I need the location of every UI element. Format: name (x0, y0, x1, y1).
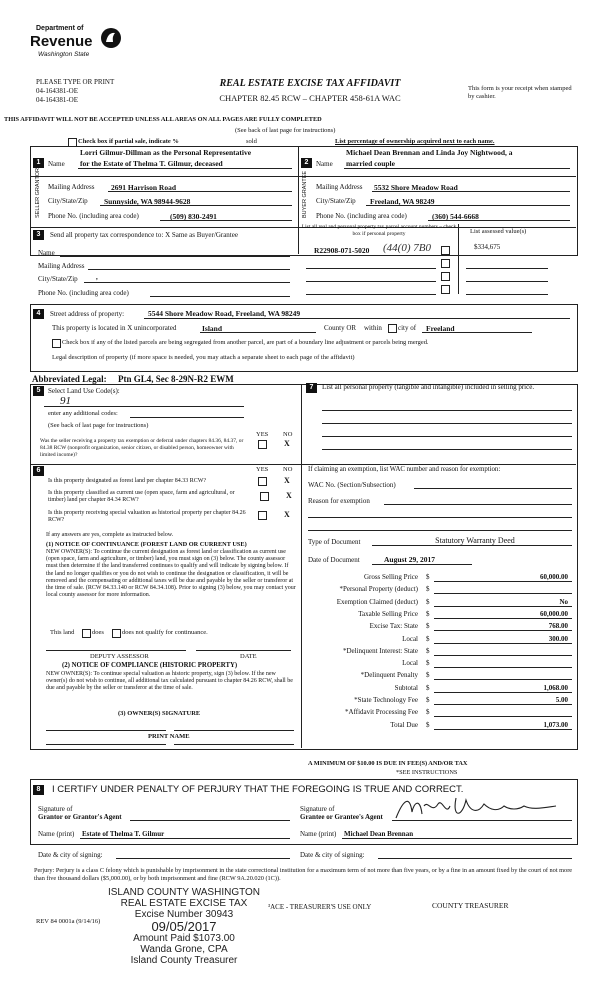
s5-yes-header: YES (256, 431, 269, 438)
grantee-sig-label-1: Signature of (300, 805, 335, 813)
deputy-date-label: DATE (240, 653, 257, 660)
legal-text: Legal description of property (if more space is needed, you may attach a separate sheet to each page of the affidavit) (52, 354, 355, 361)
tax-row-currency: $ (426, 597, 430, 606)
form-code-1: 04-164381-OE (36, 87, 78, 95)
tax-row-currency: $ (426, 696, 430, 704)
tax-row-currency: $ (426, 683, 430, 692)
current-use-no-answer[interactable]: X (286, 491, 292, 500)
s5-see-back: (See back of last page for instructions) (48, 422, 149, 429)
grantor-date-city: Date & city of signing: (38, 851, 103, 859)
parcel-handwritten: (44(0) 7B0 (383, 242, 431, 254)
section-2-badge: 2 (301, 158, 312, 168)
additional-codes: enter any additional codes: (48, 410, 118, 417)
s3-phone-label: Phone No. (including area code) (38, 289, 129, 297)
notice-compliance-body: NEW OWNER(S): To continue special valuation as historic property, sign (3) below. If the new owner(s) do not wish to continue, all additional tax calculated pursuant to chapter 84.26 RCW, shall be due and payable by the seller or transferor at the time of sale. (46, 671, 293, 692)
forest-yes-checkbox[interactable] (258, 477, 267, 486)
seller-name-label: Name (48, 160, 65, 168)
tax-row-value: 1,068.00 (543, 683, 568, 692)
buyer-side-label: BUYER GRANTEE (302, 170, 308, 218)
parcel-header: List all real and personal property tax parcel account numbers – check box if personal property (301, 224, 457, 237)
street-address: 5544 Shore Meadow Road, Freeland, WA 98249 (148, 309, 301, 318)
parcel-number: R22908-071-5020 (314, 246, 370, 255)
stamp-treasurer-name: Wanda Grone, CPA (140, 944, 228, 955)
grantor-name-label: Name (print) (38, 830, 75, 838)
tax-row-value: 300.00 (548, 634, 568, 643)
buyer-name-label: Name (316, 160, 333, 168)
segregated-checkbox[interactable] (52, 339, 61, 348)
county-or: County OR (324, 324, 357, 332)
buyer-phone: (360) 544-6668 (432, 212, 479, 221)
s5-no-header: NO (283, 431, 293, 438)
this-land-label: This land (50, 629, 75, 636)
seller-phone-label: Phone No. (including area code) (48, 212, 139, 220)
doc-type-label: Type of Document (308, 538, 361, 546)
stamp-line-3: Excise Number 30943 (134, 909, 234, 920)
stamp-line-1: ISLAND COUNTY WASHINGTON (107, 887, 261, 898)
tax-row-label: *State Technology Fee (354, 696, 418, 704)
s5-yes-checkbox[interactable] (258, 440, 267, 449)
stamp-line-2: REAL ESTATE EXCISE TAX (120, 898, 248, 909)
section-6-badge: 6 (33, 466, 44, 476)
tax-row-value: 5.00 (555, 696, 568, 704)
buyer-city-label: City/State/Zip (316, 197, 356, 205)
see-instructions: *SEE INSTRUCTIONS (396, 769, 458, 776)
grantee-name-label: Name (print) (300, 830, 337, 838)
land-does-checkbox[interactable] (82, 629, 91, 638)
parcel-2-checkbox[interactable] (441, 259, 450, 268)
notice-compliance-title: (2) NOTICE OF COMPLIANCE (HISTORIC PROPERTY) (62, 662, 238, 669)
grantee-date-city: Date & city of signing: (300, 851, 365, 859)
tax-row-label: *Delinquent Interest: State (342, 646, 418, 655)
certify-statement: I CERTIFY UNDER PENALTY OF PERJURY THAT THE FOREGOING IS TRUE AND CORRECT. (52, 784, 464, 795)
street-label: Street address of property: (50, 310, 125, 318)
form-code-2: 04-164381-OE (36, 96, 78, 104)
grantor-name: Estate of Thelma T. Gilmur (82, 830, 165, 838)
grantee-name: Michael Dean Brennan (344, 830, 414, 838)
section-8-badge: 8 (33, 785, 44, 795)
section-4-badge: 4 (33, 309, 44, 319)
parcel-3-checkbox[interactable] (441, 272, 450, 281)
historic-question: Is this property receiving special valuation as historical property per chapter 84.26 RCW? (48, 510, 246, 523)
ownership-note: List percentage of ownership acquired next to each name. (335, 138, 495, 145)
section-3-badge: 3 (33, 230, 44, 240)
tax-row-currency: $ (426, 708, 430, 717)
personal-property-label: List all personal property (tangible and intangible) included in selling price. (322, 383, 535, 391)
stamp-amount: Amount Paid $1073.00 (133, 933, 235, 944)
tax-row-currency: $ (426, 634, 430, 643)
s5-no-answer[interactable]: X (284, 439, 290, 448)
segregated-text: Check box if any of the listed parcels are being segregated from another parcel, are part of a boundary line adjustment or parcels being merged. (62, 339, 429, 346)
tax-row-label: Subtotal (394, 683, 418, 692)
tax-row-label: *Affidavit Processing Fee (345, 708, 418, 717)
form-chapter: CHAPTER 82.45 RCW – CHAPTER 458-61A WAC (219, 93, 401, 103)
tax-row-currency: $ (426, 659, 430, 668)
seller-name-line2: for the Estate of Thelma T. Gilmur, deceased (80, 159, 223, 168)
city-of-label: city of (398, 324, 417, 332)
s3-name-label: Name (38, 249, 55, 257)
wa-logo-icon (100, 27, 122, 49)
dor-logo (30, 25, 125, 67)
current-use-yes-checkbox[interactable] (260, 492, 269, 501)
historic-yes-checkbox[interactable] (258, 511, 267, 520)
please-type: PLEASE TYPE OR PRINT (36, 78, 115, 86)
correspondence-text: Send all property tax correspondence to: X Same as Buyer/Grantee (50, 231, 238, 239)
city-name: Freeland (426, 324, 455, 333)
section-7-badge: 7 (306, 383, 317, 393)
buyer-mail: 5532 Shore Meadow Road (374, 183, 458, 192)
tax-row-currency: $ (426, 671, 430, 680)
tax-row-label: Taxable Selling Price (358, 609, 418, 618)
tax-row-label: Local (402, 659, 418, 668)
historic-no-answer[interactable]: X (284, 510, 290, 519)
does-label: does (92, 629, 104, 636)
located-text: This property is located in X unincorporated (52, 324, 177, 332)
seller-mail: 2691 Harrison Road (111, 183, 177, 192)
s3-city-label: City/State/Zip (38, 275, 78, 283)
forest-no-answer[interactable]: X (284, 476, 290, 485)
wac-label: WAC No. (Section/Subsection) (308, 481, 396, 489)
abbrev-legal-label: Abbreviated Legal: (32, 374, 107, 384)
buyer-name-line2: married couple (346, 159, 395, 168)
treasurer-stamp (104, 887, 264, 966)
exemption-claim-label: If claiming an exemption, list WAC number and reason for exemption: (308, 466, 501, 473)
grantor-sig-label-2: Grantor or Grantor's Agent (38, 813, 122, 821)
reason-label: Reason for exemption (308, 497, 370, 505)
buyer-phone-label: Phone No. (including area code) (316, 212, 407, 220)
owner-signature-label: (3) OWNER(S) SIGNATURE (118, 710, 201, 717)
tax-row-value: No (559, 597, 568, 606)
seller-city-label: City/State/Zip (48, 197, 88, 205)
assessed-header: List assessed value(s) (470, 228, 527, 235)
s3-city-value: , (96, 273, 98, 281)
doc-date-label: Date of Document (308, 556, 360, 564)
tax-row-value: 768.00 (548, 622, 568, 631)
tax-row-value: 60,000.00 (540, 609, 568, 618)
does-not-label: does not qualify for continuance. (122, 629, 208, 636)
grantee-sig-label-2: Grantee or Grantee's Agent (300, 813, 383, 821)
exemption-question: Was the seller receiving a property tax exemption or deferral under chapters 84.36, 84.37, or 84.38 RCW (nonprofit organization, senior citizen, or disabled person, homeowner with limited income)? (40, 438, 244, 458)
form-title: REAL ESTATE EXCISE TAX AFFIDAVIT (219, 78, 401, 89)
sold-label: sold (246, 138, 257, 145)
stamp-treasurer-title: Island County Treasurer (130, 955, 238, 966)
notice-continuance-title: (1) NOTICE OF CONTINUANCE (FOREST LAND OR CURRENT USE) (46, 541, 247, 548)
tax-row-label: *Personal Property (deduct) (339, 585, 418, 594)
land-use-label: Select Land Use Code(s): (48, 387, 120, 395)
tax-row-value: 60,000.00 (540, 573, 568, 581)
tax-row-label: Exemption Claimed (deduct) (336, 597, 418, 606)
seller-side-label: SELLER GRANTOR (35, 167, 41, 218)
minimum-note: A MINIMUM OF $10.00 IS DUE IN FEE(S) AND/OR TAX (308, 760, 468, 767)
county-name: Island (202, 324, 223, 333)
tax-row-currency: $ (426, 622, 430, 631)
tax-row-currency: $ (426, 646, 430, 655)
tax-row-label: Local (402, 634, 418, 643)
tax-row-label: Excise Tax: State (369, 622, 418, 631)
tax-row-currency: $ (426, 720, 430, 729)
s6-yes-header: YES (256, 466, 269, 473)
county-treasurer-label: COUNTY TREASURER (432, 901, 509, 910)
tax-row-value: 1,073.00 (543, 720, 568, 729)
tax-row-label: Gross Selling Price (363, 573, 418, 581)
tax-row-currency: $ (426, 573, 430, 581)
print-name-label: PRINT NAME (148, 733, 190, 740)
s6-no-header: NO (283, 466, 293, 473)
parcel-4-checkbox[interactable] (441, 285, 450, 294)
abbrev-legal-value: Ptn GL4, Sec 8-29N-R2 EWM (118, 374, 234, 384)
section-5-badge: 5 (33, 386, 44, 396)
seller-name-line1: Lorri Gilmur-Dillman as the Personal Representative (80, 148, 252, 157)
see-back-note: (See back of last page for instructions) (235, 127, 336, 134)
city-of-checkbox[interactable] (388, 324, 397, 333)
seller-phone: (509) 830-2491 (170, 212, 217, 221)
perjury-notice: Perjury: Perjury is a class C felony which is punishable by imprisonment in the state correctional institution for a maximum term of not more than five years, or by a fine in an amount fixed by the court of not more than five thousand dollars ($5,000.00), or by both imprisonment and fine (RCW 9A.20.020 (1C)). (34, 867, 573, 882)
s3-mail-label: Mailing Address (38, 262, 85, 270)
grantor-sig-label-1: Signature of (38, 805, 73, 813)
logo-dept: Department of (36, 25, 84, 32)
partial-sale-label: Check box if partial sale, indicate % (78, 138, 179, 145)
rev-code: REV 84 0001a (9/14/16) (36, 918, 101, 925)
any-yes-text: If any answers are yes, complete as instructed below. (46, 532, 174, 538)
logo-revenue: Revenue (30, 33, 93, 50)
parcel-1-checkbox[interactable] (441, 246, 450, 255)
doc-type-value: Statutory Warranty Deed (435, 536, 515, 545)
receipt-note: This form is your receipt when stamped by cashier. (468, 85, 572, 100)
current-use-question: Is this property classified as current use (open space, farm and agricultural, or timber) land per chapter 84.34 RCW? (48, 490, 235, 503)
forest-question: Is this property designated as forest land per chapter 84.33 RCW? (48, 478, 207, 484)
buyer-name-line1: Michael Dean Brennan and Linda Joy Nightwood, a (346, 148, 513, 157)
land-use-code: 91 (60, 395, 71, 407)
section-1-badge: 1 (33, 158, 44, 168)
assessed-value: $334,675 (474, 243, 501, 251)
stamp-date: 09/05/2017 (151, 919, 217, 934)
deputy-assessor-label: DEPUTY ASSESSOR (90, 653, 149, 660)
treasurer-use-label: ³ACE - TREASURER'S USE ONLY (268, 903, 372, 911)
buyer-city: Freeland, WA 98249 (370, 197, 435, 206)
tax-row-currency: $ (426, 609, 430, 618)
tax-row-label: *Delinquent Penalty (360, 671, 418, 680)
doc-date-value: August 29, 2017 (384, 555, 436, 564)
warning-text: THIS AFFIDAVIT WILL NOT BE ACCEPTED UNLESS ALL AREAS ON ALL PAGES ARE FULLY COMPLETED (4, 116, 322, 123)
seller-city: Sunnyside, WA 98944-9628 (104, 197, 191, 206)
logo-state: Washington State (38, 51, 90, 58)
tax-row-label: Total Due (390, 720, 418, 729)
buyer-mail-label: Mailing Address (316, 183, 363, 191)
within-label: within (364, 324, 382, 332)
tax-row-currency: $ (426, 585, 430, 594)
seller-mail-label: Mailing Address (48, 183, 95, 191)
notice-continuance-body: NEW OWNER(S): To continue the current designation as forest land or classification as current use (open space, farm and agriculture, or timber) land, you must sign on (3) below. The county assessor must then determine if the land transferred continues to qualify and will indicate by signing below. If the land no longer qualifies or you do not wish to continue the designation or classification, it will be removed and the compensating or additional taxes will be due and payable by the seller or transferor at the time of sale. (RCW 84.33.140 or RCW 84.34.108). Prior to signing (3) below, you may contact your local county assessor for more information. (46, 549, 296, 599)
land-does-not-checkbox[interactable] (112, 629, 121, 638)
